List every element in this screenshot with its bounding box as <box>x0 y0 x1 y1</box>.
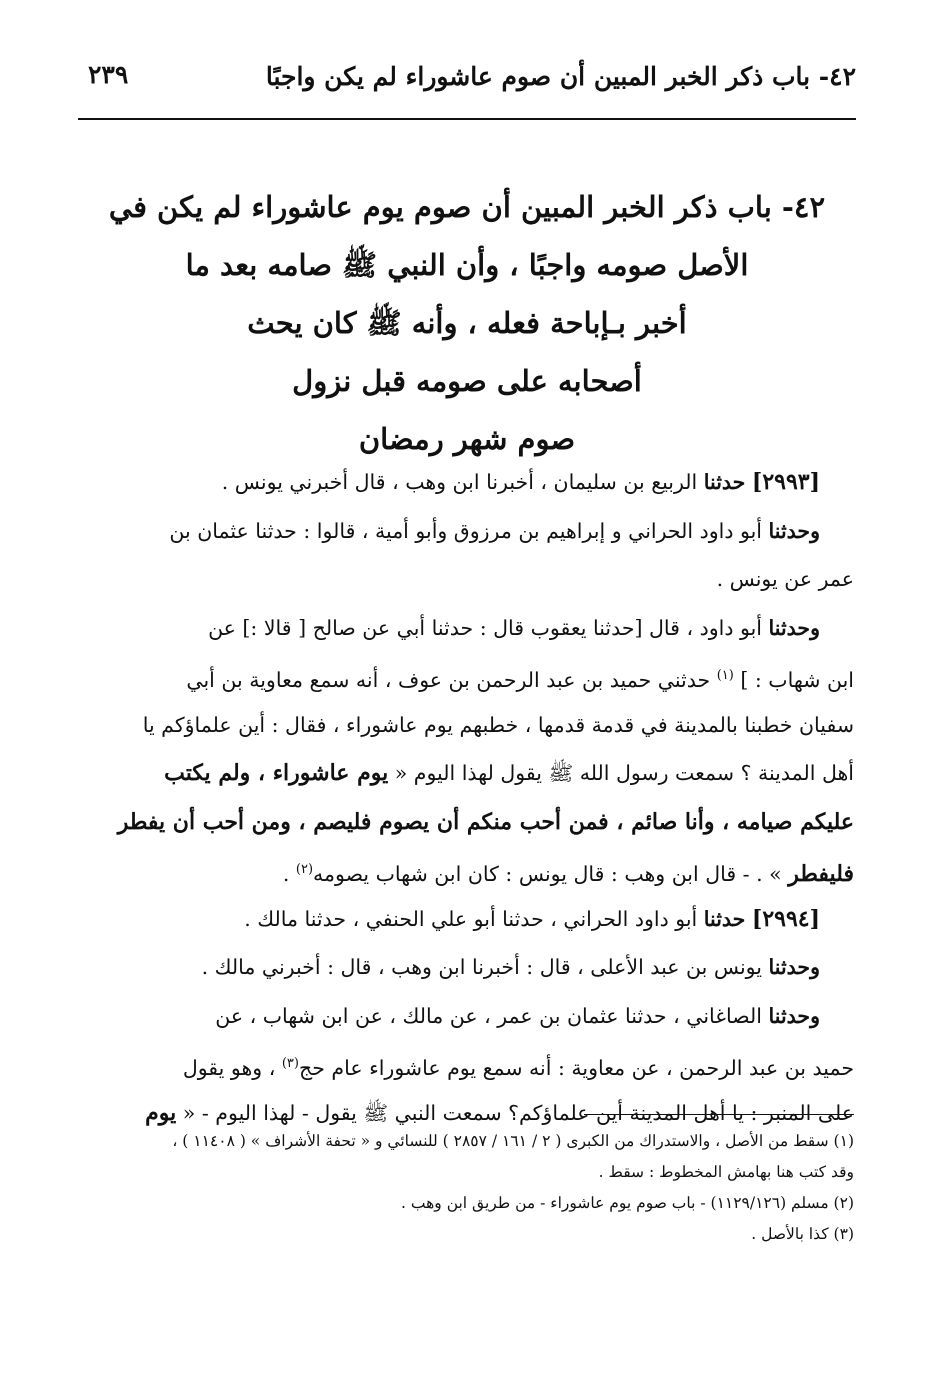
text-run: » . - قال ابن وهب : قال يونس : كان ابن شهاب يصومه <box>313 861 789 886</box>
footnote-ref: (١) <box>716 668 734 683</box>
footnotes <box>80 1126 854 1250</box>
footnote-divider <box>584 1114 854 1115</box>
hadith-number: [٢٩٩٣] <box>751 469 820 495</box>
text-line <box>80 749 854 798</box>
text-run: الصاغاني ، حدثنا عثمان بن عمر ، عن مالك ، عن ابن شهاب ، عن <box>215 1003 762 1028</box>
hadith-matn: فليفطر <box>788 860 854 887</box>
text-run: أبو داود ، قال [حدثنا يعقوب قال : حدثنا أبي عن صالح [ قالا :] عن <box>208 615 762 640</box>
text-run: يونس بن عبد الأعلى ، قال : أخبرنا ابن وهب ، قال : أخبرني مالك . <box>201 955 762 979</box>
text-run: حدثني حميد بن عبد الرحمن بن عوف ، أنه سمع معاوية بن أبي <box>186 667 717 692</box>
narration-term: وحدثنا <box>768 1003 820 1028</box>
chapter-heading-line: أصحابه على صومه قبل نزول <box>292 364 642 398</box>
hadith-matn: يوم عاشوراء ، ولم يكتب <box>164 760 389 786</box>
text-run: أهل المدينة ؟ سمعت رسول الله ﷺ يقول لهذا اليوم « <box>388 761 854 785</box>
text-run: ابن شهاب : ] <box>733 667 854 692</box>
hadith-matn-line: عليكم صيامه ، وأنا صائم ، فمن أحب منكم أن يصوم فليصم ، ومن أحب أن يفطر <box>117 808 854 835</box>
text-line <box>80 1040 854 1089</box>
text-run: أبو داود الحراني و إبراهيم بن مرزوق وأبو أمية ، قالوا : حدثنا عثمان بن <box>169 518 762 543</box>
running-title: ٤٢- باب ذكر الخبر المبين أن صوم عاشوراء لم يكن واجبًا <box>265 62 856 91</box>
narration-term: حدثنا <box>703 906 746 931</box>
page-header <box>78 56 856 120</box>
narration-term: وحدثنا <box>768 955 820 979</box>
chapter-heading-line: ٤٢- باب ذكر الخبر المبين أن صوم يوم عاشوراء لم يكن في <box>108 190 826 224</box>
footnote: (٣) كذا بالأصل . <box>751 1225 854 1243</box>
text-run: الربيع بن سليمان ، أخبرنا ابن وهب ، قال أخبرني يونس . <box>221 470 698 494</box>
hadith-number: [٢٩٩٤] <box>751 905 820 932</box>
text-line <box>80 992 854 1041</box>
text-line <box>80 943 854 992</box>
text-line <box>80 846 854 895</box>
text-run: ، وهو يقول <box>182 1055 282 1080</box>
chapter-heading-line: الأصل صومه واجبًا ، وأن النبي ﷺ صامه بعد ما <box>185 248 749 282</box>
chapter-heading-line: صوم شهر رمضان <box>358 422 576 456</box>
text-line: سفيان خطبنا بالمدينة في قدمة قدمها ، خطبهم يوم عاشوراء ، فقال : أين علماؤكم يا <box>142 712 854 737</box>
footnote: (٢) مسلم (١١٢٩/١٢٦) - باب صوم يوم عاشوراء - من طريق ابن وهب . <box>401 1194 854 1212</box>
chapter-heading <box>80 178 854 468</box>
text-run: حميد بن عبد الرحمن ، عن معاوية : أنه سمع يوم عاشوراء عام حج <box>298 1055 854 1080</box>
text-line <box>80 895 854 944</box>
chapter-heading-line: أخبر بـإباحة فعله ، وأنه ﷺ كان يحث <box>247 306 687 340</box>
footnote: (١) سقط من الأصل ، والاستدراك من الكبرى ( ٢ / ١٦١ / ٢٨٥٧ ) للنسائي و « تحفة الأشراف » ( ١١٤٠٨ ) ، <box>172 1132 854 1150</box>
narration-term: حدثنا <box>703 470 746 494</box>
footnote-ref: (٣) <box>281 1056 299 1071</box>
footnote-ref: (٢) <box>295 862 314 877</box>
text-line <box>80 458 854 507</box>
hadith-matn: يوم <box>145 1099 177 1126</box>
page-number: ٢٣٩ <box>88 60 129 89</box>
text-run: . <box>282 861 296 886</box>
text-line <box>80 604 854 653</box>
text-run: أبو داود الحراني ، حدثنا أبو علي الحنفي ، حدثنا مالك . <box>244 906 698 931</box>
text-line: عمر عن يونس . <box>716 567 854 591</box>
narration-term: وحدثنا <box>768 518 820 543</box>
text-run: على المنبر : يا أهل المدينة أين علماؤكم؟ سمعت النبي ﷺ يقول - لهذا اليوم - « <box>176 1100 854 1125</box>
text-line <box>80 507 854 556</box>
narration-term: وحدثنا <box>768 615 820 640</box>
text-line <box>80 652 854 701</box>
footnote: وقد كتب هنا بهامش المخطوط : سقط . <box>598 1163 854 1181</box>
hadith-text <box>80 458 854 1137</box>
